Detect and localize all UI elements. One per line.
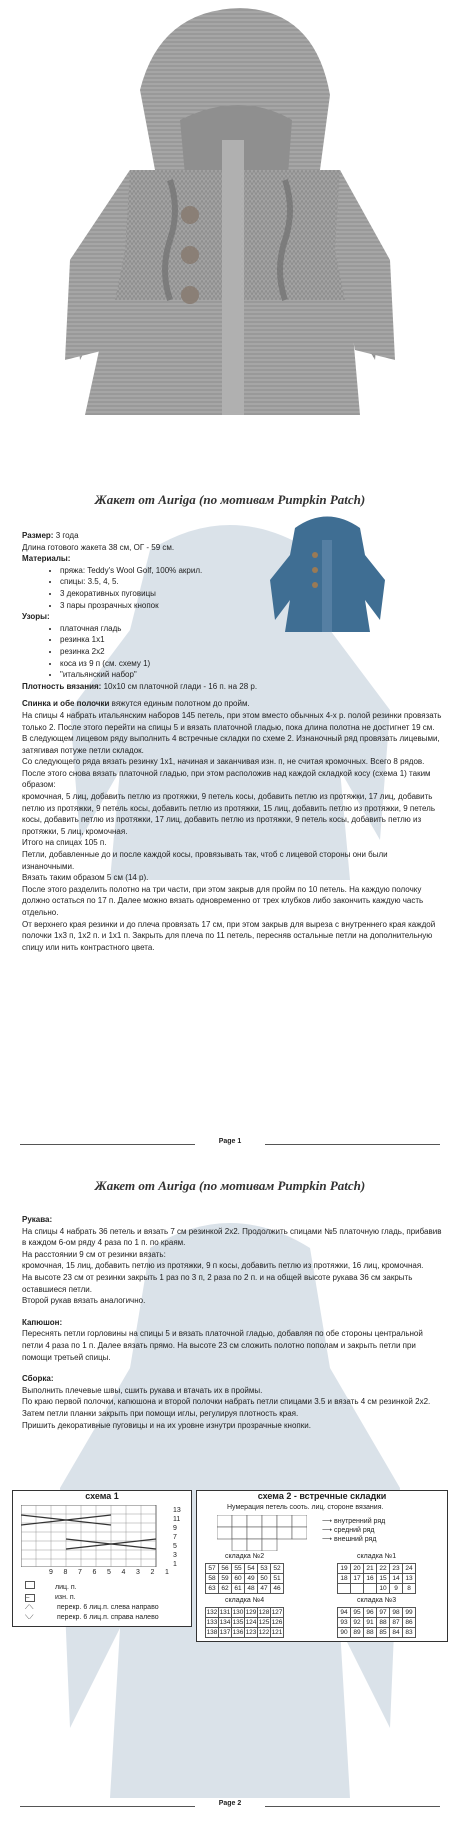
fold-cell: 121 <box>271 1629 283 1636</box>
fold-cell: 122 <box>258 1629 270 1636</box>
fold-label: складка №4 <box>225 1597 265 1604</box>
grey-jacket-photo <box>30 0 430 460</box>
list-item: • пряжа: Teddy's Wool Golf, 100% акрил. <box>60 565 442 577</box>
sleeves-heading <box>22 1214 442 1226</box>
schema-subtitle: Нумерация петель сооть. лиц. стороне вязания. <box>227 1504 384 1511</box>
fold-4-table <box>205 1607 284 1638</box>
paragraph: Переснять петли горловины на спицы 5 и вязать платочной гладью, добавляя по обе стороны центральной петли 4 раза по 1 п. Далее вязать прямо. На высоте 23 см сложить полотно пополам и закрыть петли при помощи третьей спицы. <box>22 1329 423 1362</box>
legend-label: перекр. 6 лиц.п. слева направо <box>57 1604 159 1611</box>
fold-cell: 15 <box>377 1574 390 1584</box>
fold-cell: 62 <box>219 1584 232 1594</box>
paragraph: После этого разделить полотно на три части, при этом закрыв для пройм по 10 петель. На каждую полочку должно остаться по 17 п. Далее можно вязать одновременно от трех клубков либо закончить каждую часть отдельно. <box>22 884 424 917</box>
back-section-text: вяжутся единым полотном до пройм. <box>109 699 250 709</box>
patterns-list <box>22 623 442 681</box>
page2-footer <box>10 1800 450 1814</box>
fold-cell: 129 <box>245 1609 257 1616</box>
assembly-label: Сборка: <box>22 1374 54 1384</box>
fold-cell: 98 <box>390 1608 403 1618</box>
hood-heading <box>22 1317 442 1329</box>
sleeves-label: Рукава: <box>22 1215 53 1224</box>
col-number: 1 <box>165 1569 169 1576</box>
fold-cell: 84 <box>390 1628 403 1638</box>
fold-cell: 56 <box>219 1564 232 1574</box>
fold-cell: 59 <box>219 1574 232 1584</box>
assembly-heading <box>22 1373 442 1385</box>
fold-cell: 133 <box>206 1619 218 1626</box>
arrow-icon: ⟶ <box>322 1536 334 1543</box>
fold-cell: 14 <box>390 1574 403 1584</box>
fold-cell: 53 <box>258 1564 271 1574</box>
cable-chart-schema-1 <box>12 1490 192 1627</box>
fold-cell: 24 <box>403 1564 416 1574</box>
knit-symbol-icon <box>25 1581 35 1589</box>
fold-cell: 47 <box>258 1584 271 1594</box>
pattern-page-1 <box>10 480 450 952</box>
fold-label: складка №2 <box>225 1553 265 1560</box>
fold-2-table <box>205 1563 284 1594</box>
page-number: Page 2 <box>218 1800 242 1807</box>
col-number: 2 <box>150 1569 155 1576</box>
fold-cell: 96 <box>364 1608 377 1618</box>
fold-cell: 90 <box>338 1628 351 1638</box>
fold-cell: 10 <box>377 1584 390 1594</box>
col-number: 4 <box>121 1569 126 1576</box>
fold-cell: 127 <box>271 1609 283 1616</box>
footer-rule <box>20 1806 195 1807</box>
fold-label: складка №3 <box>357 1597 397 1604</box>
fold-cell: 63 <box>206 1584 219 1594</box>
schema-title: схема 2 - встречные складки <box>257 1491 387 1501</box>
fold-cell: 136 <box>232 1629 244 1636</box>
fold-cell: 52 <box>271 1564 284 1574</box>
footer-rule <box>265 1806 440 1807</box>
paragraph: кромочная, 15 лиц, добавить петлю из протяжки, 9 п косы, добавить петлю из протяжки, 16 лиц, кромочная. <box>22 1261 424 1271</box>
col-number: 9 <box>49 1569 53 1576</box>
cross-right-icon: ⟍⟋ <box>25 1615 34 1621</box>
fold-1-table <box>337 1563 416 1594</box>
fold-cell: 16 <box>364 1574 377 1584</box>
page-title: Жакет от Auriga (по мотивам Pumpkin Patch) <box>94 1178 366 1193</box>
fold-cell: 87 <box>390 1618 403 1628</box>
fold-cell: 50 <box>258 1574 271 1584</box>
legend-item <box>322 1526 385 1535</box>
col-number: 6 <box>92 1569 97 1576</box>
fold-cell: 135 <box>232 1619 244 1626</box>
fold-cell: 89 <box>351 1628 364 1638</box>
fold-cell: 55 <box>232 1564 245 1574</box>
fold-cell <box>364 1584 377 1594</box>
density-label: Плотность вязания: <box>22 681 102 691</box>
back-section-line <box>22 698 442 710</box>
fold-cell: 125 <box>258 1619 270 1626</box>
legend-item <box>25 1581 159 1593</box>
paragraph: Выполнить плечевые швы, сшить рукава и втачать их в проймы. <box>22 1385 263 1395</box>
paragraph: На высоте 23 см от резинки закрыть 1 раз по 3 п, 2 раза по 2 п. и на общей высоте рукава 36 см закрыть оставшиеся петли. <box>22 1272 413 1294</box>
fold-cell: 94 <box>338 1608 351 1618</box>
fold-cell: 18 <box>338 1574 351 1584</box>
size-label: Размер: <box>22 531 54 540</box>
materials-list <box>22 565 442 611</box>
page1-body <box>22 530 442 953</box>
list-item: • резинка 1х1 <box>60 634 442 646</box>
fold-cell: 123 <box>245 1629 257 1636</box>
page-title: Жакет от Auriga (по мотивам Pumpkin Patch) <box>94 492 366 507</box>
row-number: 13 <box>173 1507 181 1514</box>
legend-item <box>322 1517 385 1526</box>
paragraph: Итого на спицах 105 п. <box>22 838 107 848</box>
fold-cell: 93 <box>338 1618 351 1628</box>
fold-cell <box>351 1584 364 1594</box>
col-number: 5 <box>107 1569 111 1576</box>
fold-cell: 22 <box>377 1564 390 1574</box>
hood-label: Капюшон: <box>22 1317 63 1327</box>
pleat-chart-schema-2 <box>196 1490 448 1642</box>
fold-cell: 57 <box>206 1564 219 1574</box>
col-number: 3 <box>136 1569 140 1576</box>
page2-body <box>22 1214 442 1431</box>
legend-label: внутренний ряд <box>333 1518 386 1525</box>
fold-cell: 88 <box>377 1618 390 1628</box>
list-item: • спицы: 3.5, 4, 5. <box>60 576 442 588</box>
fold-cell: 61 <box>232 1584 245 1594</box>
paragraph: Вязать таким образом 5 см (14 р). <box>22 873 149 883</box>
fold-cell: 91 <box>364 1618 377 1628</box>
legend-label: средний ряд <box>333 1527 375 1534</box>
fold-cell: 9 <box>390 1584 403 1594</box>
paragraph: Пришить декоративные пуговицы и на их уровне изнутри прозрачные кнопки. <box>22 1420 311 1430</box>
fold-cell: 126 <box>271 1619 283 1626</box>
list-item: • коса из 9 п (см. схему 1) <box>60 658 442 670</box>
row-number: 7 <box>173 1534 177 1541</box>
fold-cell: 54 <box>245 1564 258 1574</box>
fold-cell: 99 <box>403 1608 416 1618</box>
paragraph: Петли, добавленные до и после каждой косы, провязывать так, чтоб с лицевой стороны они были изнаночными. <box>22 850 388 871</box>
arrow-icon: ⟶ <box>322 1527 334 1534</box>
fold-cell: 88 <box>364 1628 377 1638</box>
list-item: • резинка 2х2 <box>60 646 442 658</box>
fold-cell: 130 <box>232 1609 244 1616</box>
row-number: 1 <box>173 1561 177 1568</box>
pleat-diagram <box>217 1515 307 1551</box>
fold-cell: 58 <box>206 1574 219 1584</box>
fold-cell: 17 <box>351 1574 364 1584</box>
list-item: • 3 декоративных пуговицы <box>60 588 442 600</box>
fold-cell: 13 <box>403 1574 416 1584</box>
fold-cell: 49 <box>245 1574 258 1584</box>
arrow-icon: ⟶ <box>322 1518 334 1525</box>
row-number: 11 <box>173 1516 181 1523</box>
fold-cell <box>338 1584 351 1594</box>
materials-heading <box>22 553 442 565</box>
col-number: 7 <box>78 1569 82 1576</box>
fold-cell: 124 <box>245 1619 257 1626</box>
back-section-label: Спинка и обе полочки <box>22 699 110 709</box>
paragraph: В следующем лицевом ряду выполнить 4 встречные складки по схеме 2. Изнаночный ряд провязать лицевыми, затягивая потуже петли складок. <box>22 734 440 755</box>
paragraph: По краю первой полочки, капюшона и второй полочки набрать петли спицами 3.5 и вязать 4 см резинкой 2х2. Затем петли планки закрыть при помощи иглы, регулируя плотность края. <box>22 1397 431 1418</box>
fold-cell: 19 <box>338 1564 351 1574</box>
paragraph: На расстоянии 9 см от резинки вязать: <box>22 1249 166 1259</box>
cable-chart-grid <box>21 1505 171 1567</box>
fold-cell: 132 <box>206 1609 218 1616</box>
size-value: 3 года <box>53 531 79 540</box>
size-line <box>22 530 442 542</box>
fold-cell: 137 <box>219 1629 231 1636</box>
fold-cell: 92 <box>351 1618 364 1628</box>
legend-label: лиц. п. <box>55 1584 77 1591</box>
col-number: 8 <box>63 1569 68 1576</box>
paragraph: После этого снова вязать платочной гладью, при этом расположив над каждой складкой косу (схема 1) таким образом: <box>22 768 431 790</box>
materials-label: Материалы: <box>22 554 71 564</box>
paragraph: На спицы 4 набрать итальянским наборов 145 петель, при этом вместо обычных 4-х р. полой резинки провязать только 2. После этого перейти на спицы 5 и вязать платочной гладью, пока длина полотна не достигнет 19 см. <box>22 710 442 732</box>
patterns-label: Узоры: <box>22 612 50 622</box>
fold-label: складка №1 <box>357 1553 397 1560</box>
list-item: • платочная гладь <box>60 623 442 635</box>
paragraph: От верхнего края резинки и до плеча провязать 17 см, при этом закрыв для выреза с внутреннего края каждой полочки 1х3 п, 1х2 п. и 1х1 п. Закрыть для плеча по 11 петель, пересняв остальные петли на дополнительную спицу или нить контрастного цвета. <box>22 919 436 952</box>
paragraph: Второй рукав вязать аналогично. <box>22 1296 146 1306</box>
fold-cell: 46 <box>271 1584 284 1594</box>
legend-item <box>25 1613 159 1623</box>
column-numbers <box>49 1569 169 1576</box>
row-number: 3 <box>173 1552 177 1559</box>
purl-symbol-icon: – <box>25 1594 35 1602</box>
density-value: 10х10 см платочной глади - 16 п. на 28 р. <box>101 681 258 691</box>
footer-rule <box>265 1144 440 1145</box>
fold-cell: 20 <box>351 1564 364 1574</box>
schema2-legend <box>322 1517 385 1544</box>
paragraph: кромочная, 5 лиц, добавить петлю из протяжки, 9 петель косы, добавить петлю из протяжки, 17 лиц, добавить петлю из протяжки, 9 петель косы, добавить петлю из протяжки, 15 лиц, добавить петлю из протяжки, 9 петель косы, добавить петлю из протяжки, 17 лиц, добавить петлю из протяжки, 9 петель косы, добавить петлю из протяжки, 5 лиц, кромочная. <box>22 792 435 836</box>
fold-cell: 134 <box>219 1619 231 1626</box>
legend-label: перекр. 6 лиц.п. справа налево <box>57 1614 159 1621</box>
row-number: 5 <box>173 1543 177 1550</box>
fold-cell: 51 <box>271 1574 284 1584</box>
fold-cell: 97 <box>377 1608 390 1618</box>
list-item: • 3 пары прозрачных кнопок <box>60 600 442 612</box>
legend-item <box>25 1593 159 1603</box>
footer-rule <box>20 1144 195 1145</box>
fold-cell: 21 <box>364 1564 377 1574</box>
row-number: 9 <box>173 1525 177 1532</box>
legend-item <box>25 1603 159 1613</box>
legend-label: изн. п. <box>55 1594 76 1601</box>
schema1-legend <box>25 1581 159 1623</box>
fold-cell: 23 <box>390 1564 403 1574</box>
legend-label: внешний ряд <box>333 1536 377 1543</box>
fold-3-table <box>337 1607 416 1638</box>
fold-cell: 131 <box>219 1609 231 1616</box>
list-item: • "итальянский набор" <box>60 669 442 681</box>
paragraph: На спицы 4 набрать 36 петель и вязать 7 см резинкой 2х2. Продолжить спицами №5 платочную гладь, прибавив в каждом 6-ом ряду 4 раза по 1 п. по краям. <box>22 1226 442 1248</box>
fold-cell: 8 <box>403 1584 416 1594</box>
length-line: Длина готового жакета 38 см, ОГ - 59 см. <box>22 542 175 552</box>
fold-cell: 95 <box>351 1608 364 1618</box>
schema-title: схема 1 <box>85 1491 119 1501</box>
density-line <box>22 681 442 693</box>
fold-cell: 86 <box>403 1618 416 1628</box>
page1-footer <box>10 1138 450 1152</box>
legend-item <box>322 1535 385 1544</box>
patterns-heading <box>22 611 442 623</box>
fold-cell: 85 <box>377 1628 390 1638</box>
cross-left-icon: ⟋⟍ <box>25 1605 34 1611</box>
paragraph: Со следующего ряда вязать резинку 1х1, начиная и заканчивая изн. п, не считая кромочных. Всего 8 рядов. <box>22 757 425 767</box>
fold-cell: 83 <box>403 1628 416 1638</box>
fold-cell: 60 <box>232 1574 245 1584</box>
row-numbers <box>173 1506 181 1569</box>
fold-cell: 48 <box>245 1584 258 1594</box>
fold-cell: 138 <box>206 1629 218 1636</box>
page-number: Page 1 <box>218 1138 242 1145</box>
fold-cell: 128 <box>258 1609 270 1616</box>
